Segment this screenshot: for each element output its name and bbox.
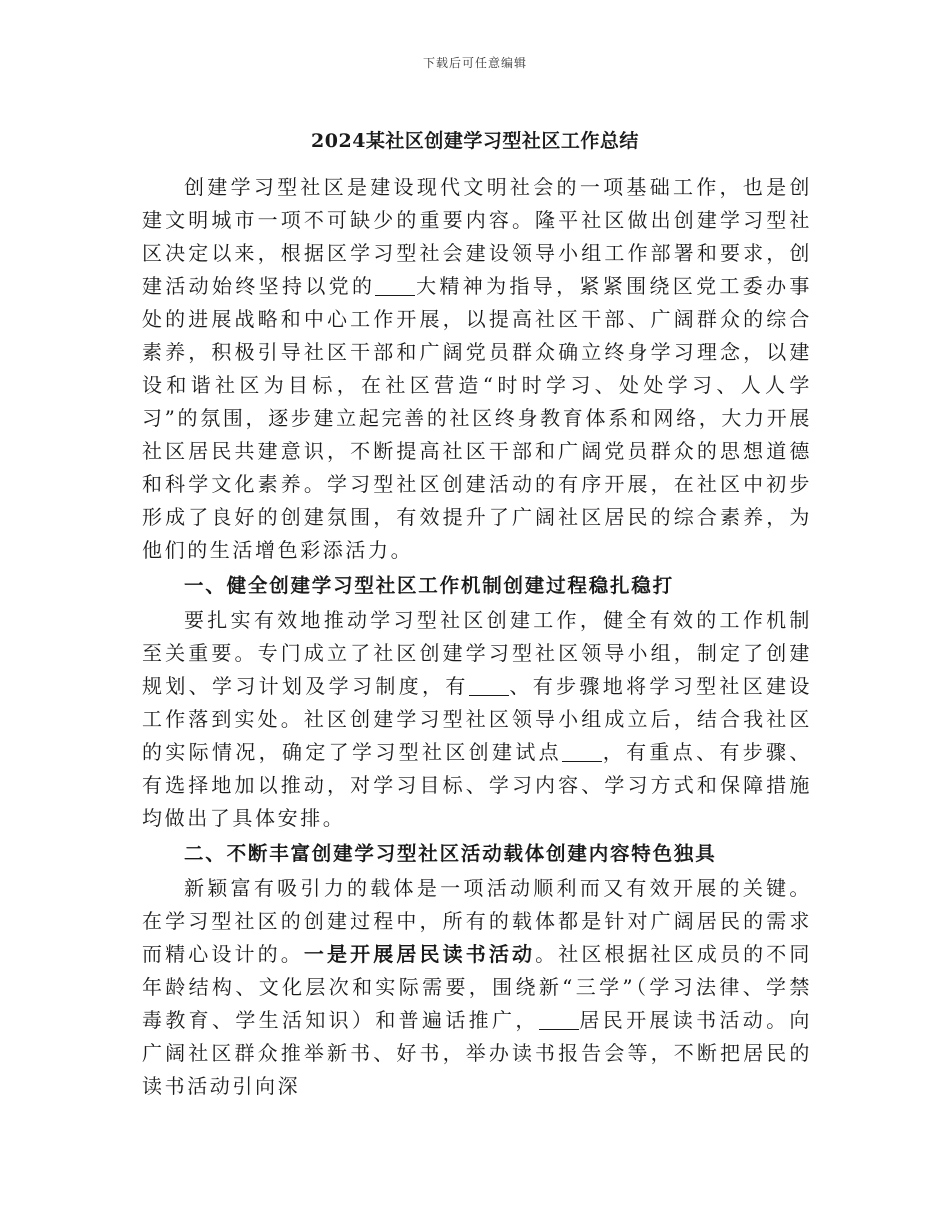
header-note: 下载后可任意编辑 bbox=[422, 56, 527, 70]
section2-text-1: 新颖富有吸引力的载体是一项活动顺利而又有效开展的关键。在学习型社区的创建过程中，所有的载体都是针对广阔居民的需求而精心设计的。 bbox=[142, 876, 812, 966]
section1-text-3: ，有重点、有步骤、有选择地加以推动，对学习目标、学习内容、学习方式和保障措施均做出了具体安排。 bbox=[142, 740, 812, 830]
intro-text-1: 创建学习型社区是建设现代文明社会的一项基础工作，也是创建文明城市一项不可缺少的重要内容。隆平社区做出创建学习型社区决定以来，根据区学习型社会建设领导小组工作部署和要求，创建活动始终坚持以党的 bbox=[142, 175, 812, 298]
blank-underline bbox=[469, 675, 509, 696]
section2-text-3: 居民开展读书活动。向广阔社区群众推举新书、好书，举办读书报告会等，不断把居民的读书活动引向深 bbox=[142, 1008, 813, 1098]
blank-underline bbox=[539, 1009, 579, 1030]
section1-heading: 一、健全创建学习型社区工作机制创建过程稳扎稳打 bbox=[184, 574, 674, 597]
blank-underline bbox=[562, 741, 602, 762]
section2-bold-phrase: 一是开展居民读书活动 bbox=[303, 942, 536, 966]
section1-text-1: 要扎实有效地推动学习型社区创建工作，健全有效的工作机制至关重要。专门成立了社区创建学习型社区领导小组，制定了创建规划、学习计划及学习制度，有 bbox=[142, 608, 812, 698]
intro-paragraph bbox=[142, 171, 812, 567]
document-title: 2024某社区创建学习型社区工作总结 bbox=[311, 130, 639, 152]
document-body bbox=[142, 171, 812, 1103]
blank-underline bbox=[375, 275, 415, 296]
section2-text-2: 。社区根据社区成员的不同年龄结构、文化层次和实际需要，围绕新“三学”（学习法律、学禁毒教育、学生活知识）和普遍话推广， bbox=[142, 942, 813, 1032]
section2-heading: 二、不断丰富创建学习型社区活动载体创建内容特色独具 bbox=[184, 842, 717, 865]
intro-text-2: 大精神为指导，紧紧围绕区党工委办事处的进展战略和中心工作开展，以提高社区干部、广阔群众的综合素养，积极引导社区干部和广阔党员群众确立终身学习理念，以建设和谐社区为目标，在社区营造“时时学习、处处学习、人人学习”的氛围，逐步建立起完善的社区终身教育体系和网络，大力开展社区居民共建意识，不断提高社区干部和广阔党员群众的思想道德和科学文化素养。学习型社区创建活动的有序开展，在社区中初步形成了良好的创建氛围，有效提升了广阔社区居民的综合素养，为他们的生活增色彩添活力。 bbox=[142, 274, 813, 562]
section1-text-2: 、有步骤地将学习型社区建设工作落到实处。社区创建学习型社区领导小组成立后，结合我社区的实际情况，确定了学习型社区创建试点 bbox=[142, 674, 812, 764]
section2-paragraph bbox=[142, 872, 812, 1103]
section1-paragraph bbox=[142, 604, 812, 835]
